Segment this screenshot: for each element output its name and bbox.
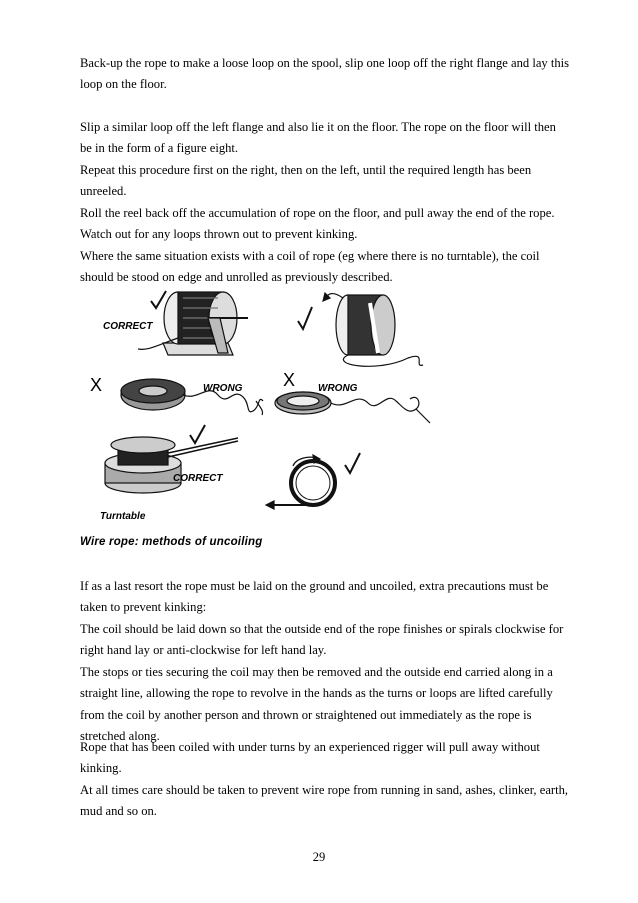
paragraph: Back-up the rope to make a loose loop on the spool, slip one loop off the right flange and lay this loop on the floor. (80, 56, 570, 92)
check-mark-icon (298, 307, 312, 329)
paragraph: If as a last resort the rope must be laid on the ground and uncoiled, extra precautions must be taken to prevent kinking: (80, 579, 549, 615)
turntable-drawing (105, 437, 238, 493)
figure-caption: Wire rope: methods of uncoiling (80, 536, 263, 548)
paragraph: Rope that has been coiled with under turns by an experienced rigger will pull away without kinking. (80, 740, 540, 776)
reel-on-stand-drawing (138, 292, 248, 355)
uncoiling-illustration (78, 283, 498, 528)
cross-icon: X (90, 375, 103, 395)
check-mark-icon (151, 291, 166, 308)
paragraph: Where the same situation exists with a coil of rope (eg where there is no turntable), the coil should be stood on edge and unrolled as previously described. (80, 249, 540, 285)
wrong-coil-loop-drawing (275, 392, 430, 423)
paragraph: Repeat this procedure first on the right, then on the left, until the required length has been unreeled. (80, 163, 532, 199)
page-number: 29 (312, 850, 326, 864)
label-wrong: WRONG (318, 383, 358, 394)
paragraph: At all times care should be taken to prevent wire rope from running in sand, ashes, clinker, earth, mud and so on. (80, 783, 569, 819)
paragraph: The coil should be laid down so that the outside end of the rope finishes or spirals clockwise for right hand lay or anti-clockwise for left hand lay. (80, 622, 564, 658)
label-turntable: Turntable (100, 511, 146, 522)
coil-on-edge-drawing (266, 455, 335, 509)
label-correct: CORRECT (103, 321, 153, 332)
paragraph: Slip a similar loop off the left flange and also lie it on the floor. The rope on the floor will then be in the form of a figure eight. (80, 120, 556, 156)
reel-on-ground-drawing (323, 293, 423, 366)
check-mark-icon (345, 453, 360, 473)
cross-icon: X (283, 370, 296, 390)
paragraph: Roll the reel back off the accumulation of rope on the floor, and pull away the end of the rope. Watch out for any loops thrown out to prevent kinking. (80, 206, 555, 242)
label-wrong: WRONG (203, 383, 243, 394)
check-mark-icon (190, 425, 205, 443)
paragraph: The stops or ties securing the coil may then be removed and the outside end carried along in a straight line, allowing the rope to revolve in the hands as the turns or loops are lifted carefully from the coil by another person and thrown or straightened out immediately as the rope is stretched along. (80, 665, 553, 743)
label-correct: CORRECT (173, 473, 223, 484)
